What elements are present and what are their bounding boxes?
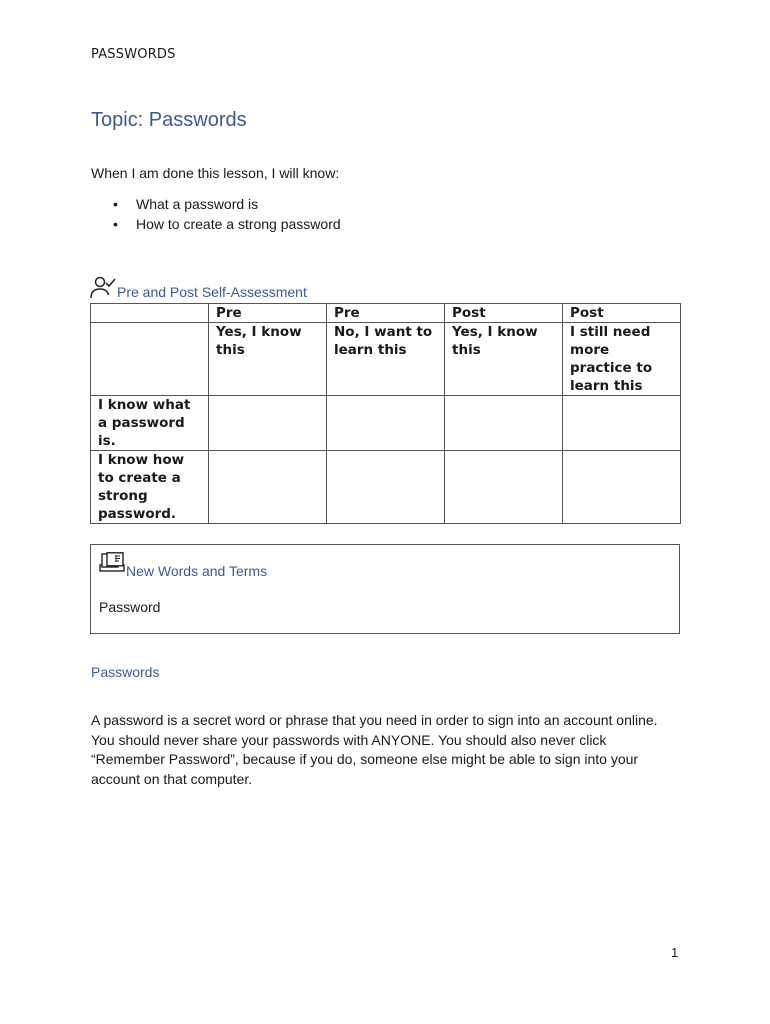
- response-cell[interactable]: [563, 396, 681, 451]
- self-assessment-table: [90, 303, 681, 524]
- table-header-cell: Yes, I know this: [445, 323, 563, 396]
- page-number: 1: [671, 945, 679, 960]
- list-item: • How to create a strong password: [91, 214, 341, 234]
- new-words-title: New Words and Terms: [126, 563, 268, 579]
- response-cell[interactable]: [327, 451, 445, 524]
- response-cell[interactable]: [209, 396, 327, 451]
- table-cell: [91, 304, 209, 323]
- table-header-cell: Post: [563, 304, 681, 323]
- person-check-icon: [89, 274, 117, 300]
- table-header-cell: Post: [445, 304, 563, 323]
- vocabulary-term: Password: [99, 599, 161, 615]
- self-assessment-heading: [89, 272, 307, 300]
- table-header-cell: Yes, I know this: [209, 323, 327, 396]
- new-words-box: [90, 544, 680, 634]
- self-assessment-title: Pre and Post Self-Assessment: [117, 284, 307, 300]
- response-cell[interactable]: [445, 396, 563, 451]
- book-icon: [99, 552, 125, 579]
- running-header: PASSWORDS: [91, 47, 176, 62]
- learning-goals-list: [91, 194, 341, 234]
- table-cell: [91, 323, 209, 396]
- response-cell[interactable]: [445, 451, 563, 524]
- section-heading: Passwords: [91, 664, 160, 680]
- table-header-cell: Pre: [327, 304, 445, 323]
- row-label-cell: I know how to create a strong password.: [91, 451, 209, 524]
- table-row: [91, 304, 681, 323]
- section-body: A password is a secret word or phrase that you need in order to sign into an account online. You should never share your passwords with ANYONE. You should also never click “Remember Password”, because if you do, someone else might be able to sign into your account on that computer.: [91, 712, 658, 787]
- lesson-intro: When I am done this lesson, I will know:: [91, 165, 340, 181]
- page-title: Topic: Passwords: [91, 109, 247, 131]
- response-cell[interactable]: [209, 451, 327, 524]
- table-row: [91, 323, 681, 396]
- new-words-heading: [99, 552, 267, 579]
- table-header-cell: Pre: [209, 304, 327, 323]
- response-cell[interactable]: [563, 451, 681, 524]
- list-item: • What a password is: [91, 194, 341, 214]
- table-header-cell: No, I want to learn this: [327, 323, 445, 396]
- table-row: [91, 451, 681, 524]
- table-header-cell: I still need more practice to learn this: [563, 323, 681, 396]
- row-label-cell: I know what a password is.: [91, 396, 209, 451]
- table-row: [91, 396, 681, 451]
- response-cell[interactable]: [327, 396, 445, 451]
